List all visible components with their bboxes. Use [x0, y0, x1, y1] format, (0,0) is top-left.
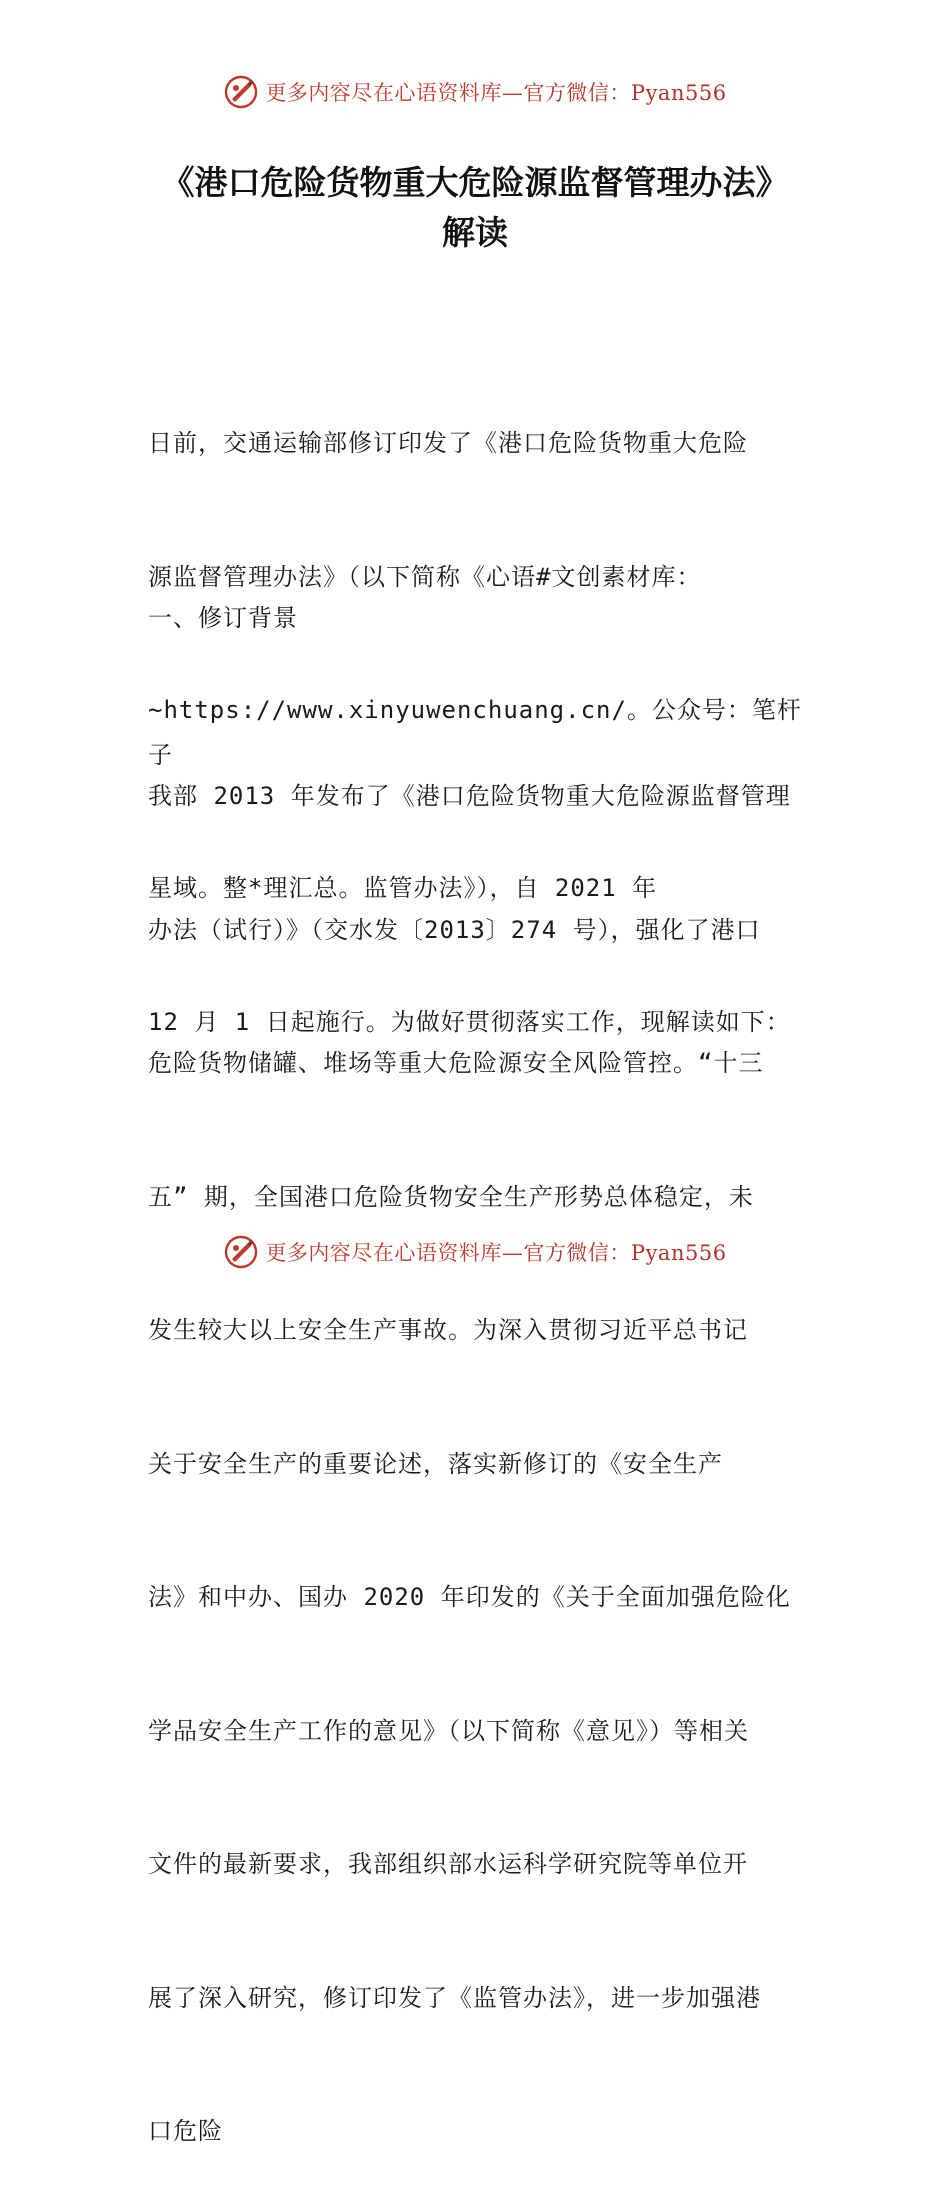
text-line: 法》和中办、国办 2020 年印发的《关于全面加强危险化 — [148, 1583, 791, 1611]
text-line: 学品安全生产工作的意见》（以下简称《意见》）等相关 — [148, 1716, 749, 1745]
text-line: 办法（试行）》（交水发〔2013〕274 号），强化了港口 — [148, 915, 761, 944]
text-line: 关于安全生产的重要论述，落实新修订的《安全生产 — [148, 1449, 723, 1478]
text-line: ~https://www.xinyuwenchuang.cn/。公众号：笔杆子 — [148, 696, 802, 769]
text-line: 星域。整*理汇总。监管办法》），自 2021 年 — [148, 874, 658, 902]
header-watermark-banner — [0, 70, 950, 114]
text-line: 口危险 — [148, 2117, 223, 2145]
watermark-wechat: 官方微信：Pyan556 — [523, 81, 727, 105]
watermark-text — [265, 1237, 726, 1267]
text-line: 五” 期，全国港口危险货物安全生产形势总体稳定，未 — [148, 1182, 754, 1211]
text-line: 源监督管理办法》（以下简称《心语#文创素材库： — [148, 562, 702, 591]
watermark-wechat: 官方微信：Pyan556 — [523, 1241, 727, 1265]
document-title — [0, 158, 950, 258]
watermark-text — [265, 77, 726, 107]
text-line: 文件的最新要求，我部组织部水运科学研究院等单位开 — [148, 1850, 748, 1878]
text-line: 发生较大以上安全生产事故。为深入贯彻习近平总书记 — [148, 1316, 748, 1344]
footer-watermark-banner — [0, 1230, 950, 1274]
title-line-1: 《港口危险货物重大危险源监督管理办法》 — [161, 163, 789, 202]
background-paragraph — [148, 685, 818, 2198]
watermark-site: 更多内容尽在心语资料库— — [265, 1241, 524, 1265]
section-heading: 一、修订背景 — [148, 604, 298, 632]
brand-logo-icon — [223, 1234, 259, 1270]
watermark-site: 更多内容尽在心语资料库— — [265, 81, 524, 105]
text-line: 展了深入研究，修订印发了《监管办法》，进一步加强港 — [148, 1983, 761, 2012]
text-line: 我部 2013 年发布了《港口危险货物重大危险源监督管理 — [148, 782, 791, 810]
brand-logo-icon — [223, 74, 259, 110]
text-line: 危险货物储罐、堆场等重大危险源安全风险管控。“十三 — [148, 1049, 764, 1077]
text-line: 12 月 1 日起施行。为做好贯彻落实工作，现解读如下： — [148, 1007, 791, 1036]
title-line-2: 解读 — [442, 213, 508, 252]
text-line: 日前，交通运输部修订印发了《港口危险货物重大危险 — [148, 429, 748, 457]
